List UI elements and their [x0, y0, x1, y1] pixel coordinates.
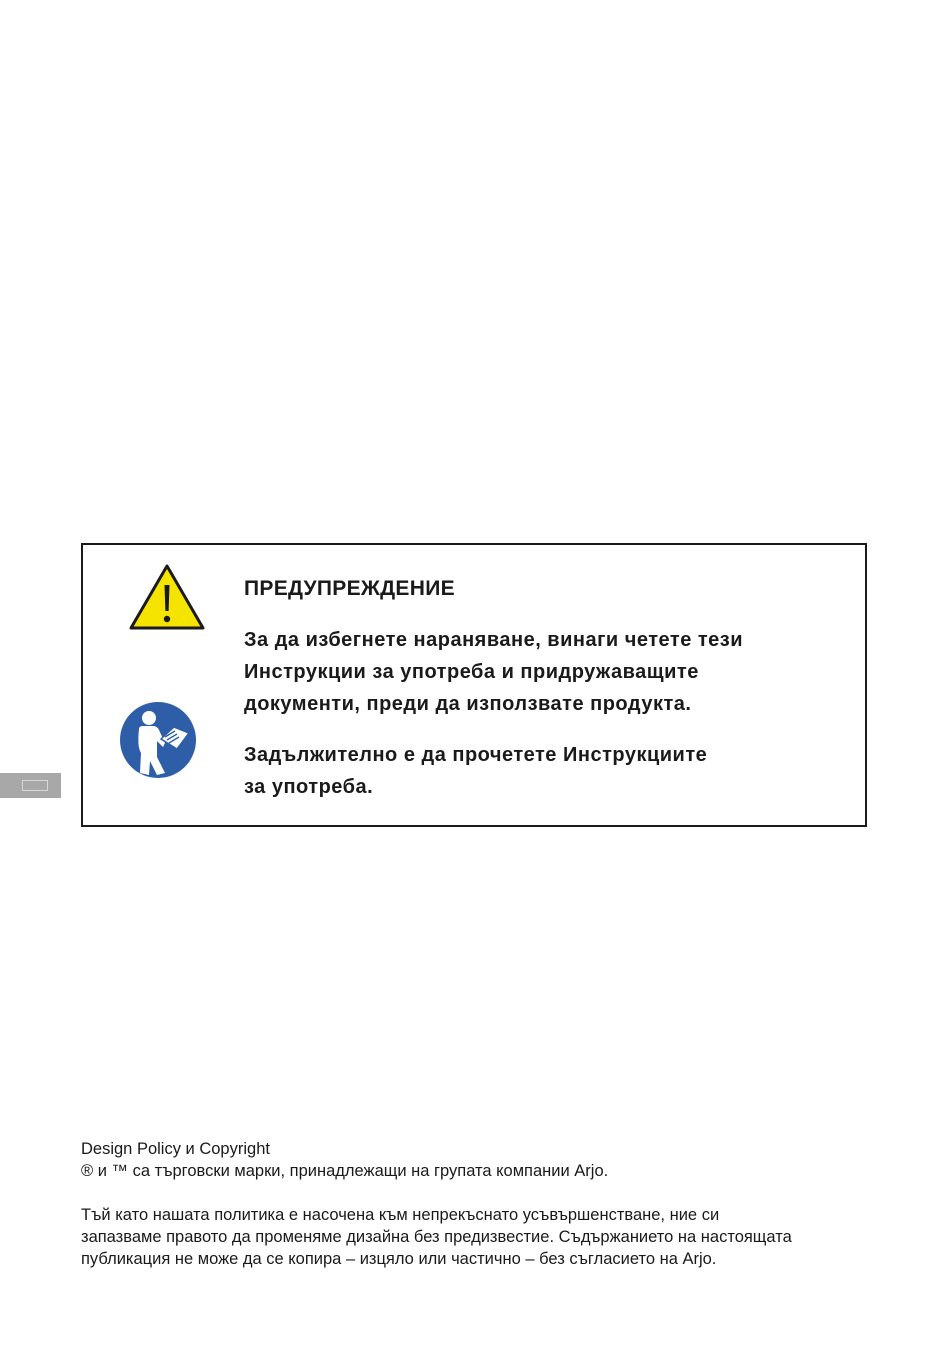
warning-line: За да избегнете нараняване, винаги четете тези [244, 629, 744, 651]
read-manual-icon [119, 701, 197, 779]
warning-paragraph [244, 624, 743, 720]
language-tab-marker [22, 780, 48, 791]
trademark-line: ® и ™ са търговски марки, принадлежащи на групата компании Arjo. [81, 1162, 609, 1180]
warning-line: Инструкции за употреба и придружаващите [244, 661, 699, 683]
copyright-block [81, 1138, 608, 1182]
policy-line: публикация не може да се копира – изцяло или частично – без съгласието на Arjo. [81, 1250, 717, 1268]
warning-title: ПРЕДУПРЕЖДЕНИЕ [244, 577, 455, 600]
warning-line: документи, преди да използвате продукта. [244, 693, 692, 715]
language-side-tab [0, 773, 61, 798]
notice-line: Задължително е да прочетете Инструкциите [244, 744, 708, 766]
notice-line: за употреба. [244, 776, 374, 798]
policy-block [81, 1204, 792, 1270]
warning-triangle-icon [128, 563, 206, 631]
policy-line: Тъй като нашата политика е насочена към непрекъснато усъвършенстване, ние си [81, 1206, 720, 1224]
warning-box [81, 543, 867, 827]
manual-notice [244, 739, 707, 803]
copyright-heading: Design Policy и Copyright [81, 1140, 270, 1158]
policy-line: запазваме правото да променяме дизайна без предизвестие. Съдържанието на настоящата [81, 1228, 792, 1246]
